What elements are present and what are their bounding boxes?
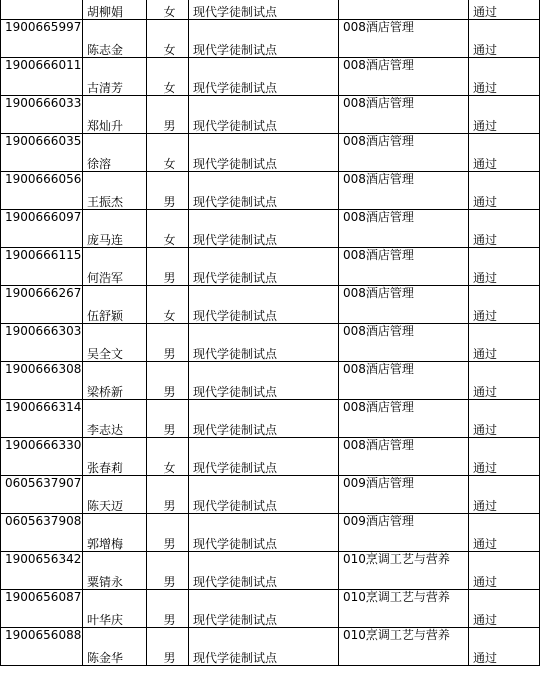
program-type-cell: 现代学徒制试点 bbox=[189, 134, 339, 172]
gender-cell: 女 bbox=[147, 20, 189, 58]
review-result-cell: 通过 bbox=[469, 134, 540, 172]
review-result-cell: 通过 bbox=[469, 172, 540, 210]
major-cell: 010烹调工艺与营养 bbox=[339, 590, 469, 628]
program-type-cell: 现代学徒制试点 bbox=[189, 248, 339, 286]
major-cell: 008酒店管理 bbox=[339, 438, 469, 476]
gender-cell: 男 bbox=[147, 628, 189, 666]
student-name-cell: 陈金华 bbox=[83, 628, 147, 666]
student-name-cell: 吴全文 bbox=[83, 324, 147, 362]
gender-cell: 女 bbox=[147, 0, 189, 20]
program-type-cell: 现代学徒制试点 bbox=[189, 552, 339, 590]
gender-cell: 女 bbox=[147, 210, 189, 248]
major-cell: 008酒店管理 bbox=[339, 172, 469, 210]
student-id-cell: 1900666033 bbox=[1, 96, 83, 134]
student-id-cell: 0605637908 bbox=[1, 514, 83, 552]
program-type-cell: 现代学徒制试点 bbox=[189, 210, 339, 248]
student-id-cell: 1900656342 bbox=[1, 552, 83, 590]
review-result-cell: 通过 bbox=[469, 438, 540, 476]
major-cell: 008酒店管理 bbox=[339, 324, 469, 362]
gender-cell: 女 bbox=[147, 58, 189, 96]
gender-cell: 男 bbox=[147, 96, 189, 134]
program-type-cell: 现代学徒制试点 bbox=[189, 286, 339, 324]
gender-cell: 男 bbox=[147, 552, 189, 590]
table-row bbox=[1, 58, 540, 96]
table-row bbox=[1, 552, 540, 590]
review-result-cell: 通过 bbox=[469, 590, 540, 628]
student-name-cell: 陈志金 bbox=[83, 20, 147, 58]
review-result-cell: 通过 bbox=[469, 362, 540, 400]
gender-cell: 男 bbox=[147, 476, 189, 514]
review-result-cell: 通过 bbox=[469, 58, 540, 96]
table-row bbox=[1, 210, 540, 248]
gender-cell: 男 bbox=[147, 514, 189, 552]
table-row bbox=[1, 438, 540, 476]
table-row bbox=[1, 476, 540, 514]
major-cell: 010烹调工艺与营养 bbox=[339, 552, 469, 590]
student-id-cell: 1900666267 bbox=[1, 286, 83, 324]
student-name-cell: 李志达 bbox=[83, 400, 147, 438]
review-result-cell: 通过 bbox=[469, 400, 540, 438]
student-name-cell: 胡柳娟 bbox=[83, 0, 147, 20]
student-id-cell: 1900666011 bbox=[1, 58, 83, 96]
student-name-cell: 何浩军 bbox=[83, 248, 147, 286]
student-name-cell: 叶华庆 bbox=[83, 590, 147, 628]
student-name-cell: 陈天迈 bbox=[83, 476, 147, 514]
student-id-cell: 1900665997 bbox=[1, 20, 83, 58]
major-cell: 008酒店管理 bbox=[339, 58, 469, 96]
student-id-cell: 1900666115 bbox=[1, 248, 83, 286]
major-cell: 009酒店管理 bbox=[339, 476, 469, 514]
program-type-cell: 现代学徒制试点 bbox=[189, 514, 339, 552]
student-name-cell: 郑灿升 bbox=[83, 96, 147, 134]
student-id-cell: 1900666303 bbox=[1, 324, 83, 362]
student-name-cell: 王振杰 bbox=[83, 172, 147, 210]
major-cell: 008酒店管理 bbox=[339, 248, 469, 286]
student-id-cell: 1900666330 bbox=[1, 438, 83, 476]
student-id-cell: 1900666056 bbox=[1, 172, 83, 210]
student-name-cell: 伍舒颖 bbox=[83, 286, 147, 324]
student-id-cell: 0605637907 bbox=[1, 476, 83, 514]
review-result-cell: 通过 bbox=[469, 324, 540, 362]
student-name-cell: 粟锖永 bbox=[83, 552, 147, 590]
table-row bbox=[1, 248, 540, 286]
gender-cell: 男 bbox=[147, 248, 189, 286]
major-cell: 008酒店管理 bbox=[339, 400, 469, 438]
table-row bbox=[1, 20, 540, 58]
gender-cell: 男 bbox=[147, 324, 189, 362]
major-cell: 008酒店管理 bbox=[339, 210, 469, 248]
program-type-cell: 现代学徒制试点 bbox=[189, 400, 339, 438]
student-name-cell: 庞马连 bbox=[83, 210, 147, 248]
student-id-cell: 1900656087 bbox=[1, 590, 83, 628]
gender-cell: 女 bbox=[147, 438, 189, 476]
table-row bbox=[1, 590, 540, 628]
program-type-cell: 现代学徒制试点 bbox=[189, 438, 339, 476]
program-type-cell: 现代学徒制试点 bbox=[189, 20, 339, 58]
review-result-cell: 通过 bbox=[469, 286, 540, 324]
review-result-cell: 通过 bbox=[469, 476, 540, 514]
student-id-cell: 1900666308 bbox=[1, 362, 83, 400]
student-id-cell: 1900656088 bbox=[1, 628, 83, 666]
major-cell bbox=[339, 0, 469, 20]
student-id-cell: 1900666314 bbox=[1, 400, 83, 438]
gender-cell: 男 bbox=[147, 400, 189, 438]
table-row bbox=[1, 514, 540, 552]
major-cell: 008酒店管理 bbox=[339, 20, 469, 58]
gender-cell: 男 bbox=[147, 362, 189, 400]
program-type-cell: 现代学徒制试点 bbox=[189, 58, 339, 96]
student-name-cell: 古清芳 bbox=[83, 58, 147, 96]
major-cell: 008酒店管理 bbox=[339, 134, 469, 172]
program-type-cell: 现代学徒制试点 bbox=[189, 362, 339, 400]
student-name-cell: 梁桥新 bbox=[83, 362, 147, 400]
gender-cell: 女 bbox=[147, 134, 189, 172]
major-cell: 008酒店管理 bbox=[339, 286, 469, 324]
major-cell: 008酒店管理 bbox=[339, 96, 469, 134]
review-result-cell: 通过 bbox=[469, 0, 540, 20]
table-row bbox=[1, 362, 540, 400]
table-row bbox=[1, 286, 540, 324]
gender-cell: 女 bbox=[147, 286, 189, 324]
gender-cell: 男 bbox=[147, 590, 189, 628]
table-row bbox=[1, 134, 540, 172]
table-row bbox=[1, 0, 540, 20]
review-result-cell: 通过 bbox=[469, 96, 540, 134]
review-result-cell: 通过 bbox=[469, 628, 540, 666]
student-id-cell: 1900666097 bbox=[1, 210, 83, 248]
review-result-cell: 通过 bbox=[469, 514, 540, 552]
student-id-cell bbox=[1, 0, 83, 20]
program-type-cell: 现代学徒制试点 bbox=[189, 628, 339, 666]
table-row bbox=[1, 96, 540, 134]
program-type-cell: 现代学徒制试点 bbox=[189, 476, 339, 514]
program-type-cell: 现代学徒制试点 bbox=[189, 324, 339, 362]
roster-body bbox=[1, 0, 540, 666]
review-result-cell: 通过 bbox=[469, 20, 540, 58]
gender-cell: 男 bbox=[147, 172, 189, 210]
major-cell: 010烹调工艺与营养 bbox=[339, 628, 469, 666]
major-cell: 009酒店管理 bbox=[339, 514, 469, 552]
program-type-cell: 现代学徒制试点 bbox=[189, 0, 339, 20]
table-row bbox=[1, 628, 540, 666]
student-id-cell: 1900666035 bbox=[1, 134, 83, 172]
program-type-cell: 现代学徒制试点 bbox=[189, 172, 339, 210]
student-name-cell: 郭增梅 bbox=[83, 514, 147, 552]
table-row bbox=[1, 400, 540, 438]
program-type-cell: 现代学徒制试点 bbox=[189, 96, 339, 134]
review-result-cell: 通过 bbox=[469, 552, 540, 590]
student-name-cell: 徐溶 bbox=[83, 134, 147, 172]
student-name-cell: 张春莉 bbox=[83, 438, 147, 476]
table-row bbox=[1, 172, 540, 210]
review-result-cell: 通过 bbox=[469, 248, 540, 286]
table-row bbox=[1, 324, 540, 362]
major-cell: 008酒店管理 bbox=[339, 362, 469, 400]
program-type-cell: 现代学徒制试点 bbox=[189, 590, 339, 628]
review-result-cell: 通过 bbox=[469, 210, 540, 248]
